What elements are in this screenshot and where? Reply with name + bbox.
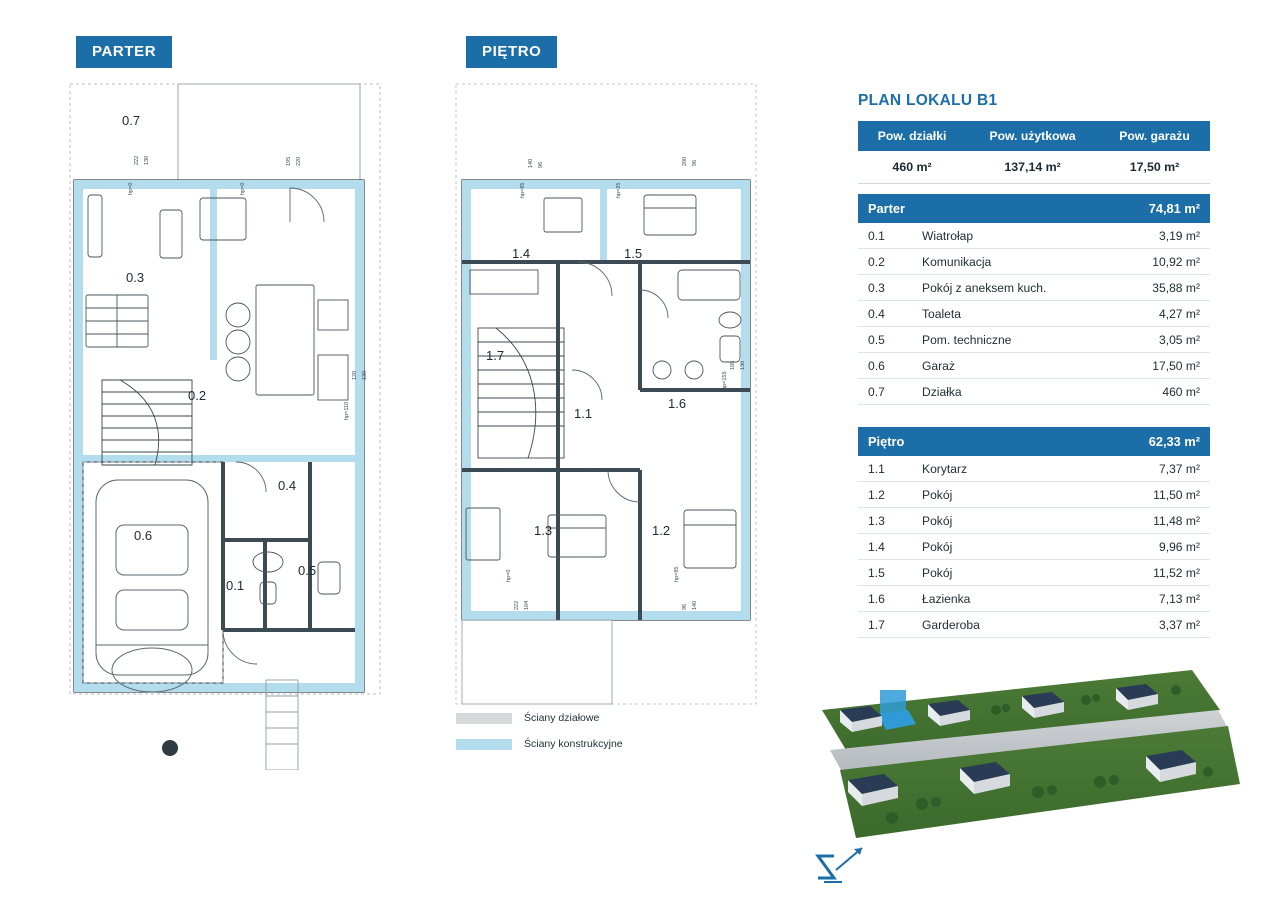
- table-row: [858, 301, 1210, 327]
- room-label-0-4: 0.4: [278, 478, 297, 493]
- row-name: Pom. techniczne: [912, 327, 1112, 353]
- table-row: [858, 586, 1210, 612]
- row-name: Komunikacja: [912, 249, 1112, 275]
- section-name-ground: Parter: [858, 194, 1112, 223]
- row-area: 3,37 m²: [1068, 612, 1210, 638]
- row-number: 0.7: [858, 379, 912, 405]
- site-render-image: [800, 652, 1240, 842]
- svg-text:120: 120: [352, 370, 358, 380]
- section-area-upper: 62,33 m²: [1068, 427, 1210, 456]
- upper-floor-table: [858, 427, 1210, 638]
- row-number: 1.1: [858, 456, 912, 482]
- legend-swatch-structural: [456, 739, 512, 750]
- row-number: 0.2: [858, 249, 912, 275]
- svg-text:hp=85: hp=85: [520, 182, 526, 198]
- row-area: 7,13 m²: [1068, 586, 1210, 612]
- svg-text:hp=0: hp=0: [506, 569, 512, 582]
- plan-title-ground: PARTER: [76, 36, 172, 68]
- svg-text:96: 96: [682, 603, 688, 610]
- table-row: [858, 353, 1210, 379]
- svg-text:96: 96: [692, 159, 698, 166]
- svg-text:130: 130: [362, 370, 368, 380]
- ground-floor-plan: [60, 70, 410, 770]
- svg-text:222: 222: [134, 155, 140, 165]
- svg-text:104: 104: [524, 600, 530, 610]
- section-area-ground: 74,81 m²: [1112, 194, 1210, 223]
- north-compass-icon: [812, 840, 876, 890]
- svg-text:105: 105: [730, 360, 736, 370]
- summary-header-row: [858, 121, 1210, 151]
- section-name-upper: Piętro: [858, 427, 1068, 456]
- row-area: 3,05 m²: [1112, 327, 1210, 353]
- svg-text:222: 222: [514, 600, 520, 610]
- room-label-0-5: 0.5: [298, 563, 317, 578]
- row-area: 3,19 m²: [1112, 223, 1210, 249]
- row-area: 11,50 m²: [1068, 482, 1210, 508]
- section-header-ground: [858, 194, 1210, 223]
- table-row: [858, 249, 1210, 275]
- section-header-upper: [858, 427, 1210, 456]
- svg-text:hp=25: hp=25: [616, 182, 622, 198]
- legend: [456, 707, 623, 759]
- svg-text:hp=0: hp=0: [240, 182, 246, 195]
- room-label-0-7: 0.7: [122, 113, 141, 128]
- table-row: [858, 612, 1210, 638]
- header-plot-area: Pow. działki: [858, 121, 966, 151]
- svg-text:hp=85: hp=85: [674, 566, 680, 582]
- room-label-0-2: 0.2: [188, 388, 207, 403]
- room-label-1-1: 1.1: [574, 406, 593, 421]
- svg-text:130: 130: [740, 360, 746, 370]
- row-area: 11,48 m²: [1068, 508, 1210, 534]
- row-area: 4,27 m²: [1112, 301, 1210, 327]
- table-row: [858, 327, 1210, 353]
- room-label-0-1: 0.1: [226, 578, 245, 593]
- row-name: Wiatrołap: [912, 223, 1112, 249]
- row-number: 1.5: [858, 560, 912, 586]
- row-name: Garderoba: [912, 612, 1068, 638]
- legend-item-partition: [456, 707, 623, 729]
- row-number: 0.4: [858, 301, 912, 327]
- svg-text:hp=0: hp=0: [128, 182, 134, 195]
- room-label-1-3: 1.3: [534, 523, 553, 538]
- row-name: Korytarz: [912, 456, 1068, 482]
- legend-item-structural: [456, 733, 623, 755]
- row-number: 1.7: [858, 612, 912, 638]
- room-label-0-3: 0.3: [126, 270, 145, 285]
- legend-label-structural: Ściany konstrukcyjne: [524, 738, 623, 750]
- legend-label-partition: Ściany działowe: [524, 712, 600, 724]
- svg-text:140: 140: [692, 600, 698, 610]
- room-label-1-4: 1.4: [512, 246, 531, 261]
- svg-text:130: 130: [144, 155, 150, 165]
- row-number: 1.4: [858, 534, 912, 560]
- table-spacer: [858, 405, 1210, 427]
- row-area: 460 m²: [1112, 379, 1210, 405]
- room-label-1-6: 1.6: [668, 396, 687, 411]
- svg-text:195: 195: [286, 156, 292, 166]
- row-number: 1.2: [858, 482, 912, 508]
- summary-table: [858, 121, 1210, 184]
- table-row: [858, 560, 1210, 586]
- svg-text:140: 140: [528, 158, 534, 168]
- room-label-0-6: 0.6: [134, 528, 153, 543]
- row-name: Działka: [912, 379, 1112, 405]
- row-name: Garaż: [912, 353, 1112, 379]
- table-row: [858, 275, 1210, 301]
- svg-text:96: 96: [538, 161, 544, 168]
- row-number: 1.3: [858, 508, 912, 534]
- row-number: 0.5: [858, 327, 912, 353]
- row-area: 35,88 m²: [1112, 275, 1210, 301]
- row-name: Pokój z aneksem kuch.: [912, 275, 1112, 301]
- plan-title-upper: PIĘTRO: [466, 36, 557, 68]
- row-area: 10,92 m²: [1112, 249, 1210, 275]
- header-garage-area: Pow. garażu: [1099, 121, 1210, 151]
- table-row: [858, 456, 1210, 482]
- row-number: 0.1: [858, 223, 912, 249]
- row-number: 0.3: [858, 275, 912, 301]
- table-row: [858, 534, 1210, 560]
- row-name: Pokój: [912, 508, 1068, 534]
- value-garage-area: 17,50 m²: [1099, 151, 1210, 184]
- row-number: 0.6: [858, 353, 912, 379]
- value-usable-area: 137,14 m²: [966, 151, 1099, 184]
- apartment-summary: [858, 92, 1210, 638]
- row-number: 1.6: [858, 586, 912, 612]
- table-row: [858, 508, 1210, 534]
- row-area: 7,37 m²: [1068, 456, 1210, 482]
- row-name: Pokój: [912, 482, 1068, 508]
- row-area: 11,52 m²: [1068, 560, 1210, 586]
- page-title: PLAN LOKALU B1: [858, 92, 998, 109]
- row-area: 9,96 m²: [1068, 534, 1210, 560]
- room-label-1-2: 1.2: [652, 523, 671, 538]
- svg-text:220: 220: [296, 156, 302, 166]
- summary-values-row: [858, 151, 1210, 184]
- svg-text:200: 200: [682, 156, 688, 166]
- legend-swatch-partition: [456, 713, 512, 724]
- row-area: 17,50 m²: [1112, 353, 1210, 379]
- table-row: [858, 223, 1210, 249]
- row-name: Pokój: [912, 560, 1068, 586]
- upper-floor-plan: [448, 70, 768, 730]
- room-label-1-5: 1.5: [624, 246, 643, 261]
- table-row: [858, 379, 1210, 405]
- row-name: Pokój: [912, 534, 1068, 560]
- svg-text:hp=155: hp=155: [722, 371, 728, 390]
- value-plot-area: 460 m²: [858, 151, 966, 184]
- table-row: [858, 482, 1210, 508]
- header-usable-area: Pow. użytkowa: [966, 121, 1099, 151]
- row-name: Toaleta: [912, 301, 1112, 327]
- svg-text:hp=110: hp=110: [344, 401, 350, 420]
- ground-floor-table: [858, 194, 1210, 405]
- row-name: Łazienka: [912, 586, 1068, 612]
- room-label-1-7: 1.7: [486, 348, 505, 363]
